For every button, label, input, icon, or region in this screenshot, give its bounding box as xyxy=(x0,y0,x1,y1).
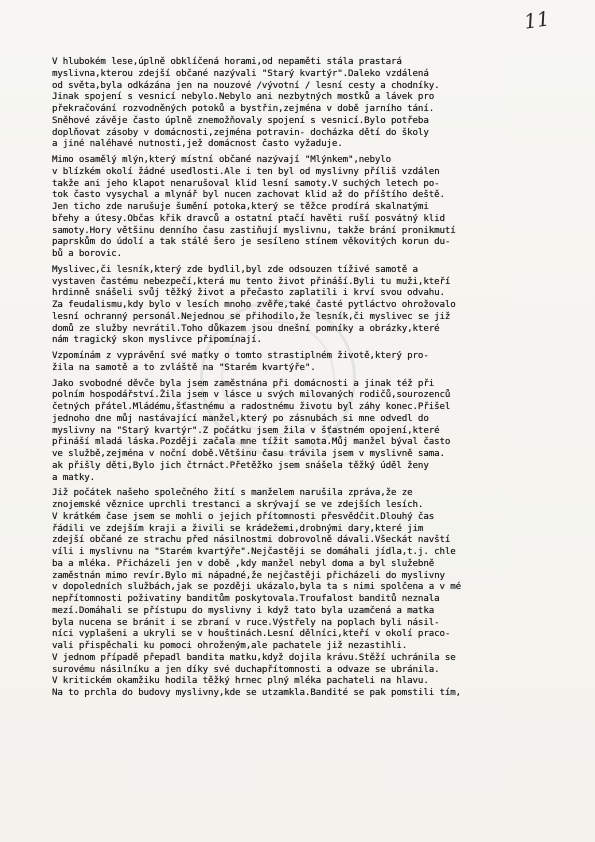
text-line: v blízkém okolí žádné usedlosti.Ale i ten byl od myslivny příliš vzdálen xyxy=(52,165,440,177)
text-line: od světa,byla odkázána jen na nouzové /vývotní / lesní cesty a chodníky. xyxy=(52,79,440,91)
text-line: Za feudalismu,kdy bylo v lesích mnoho zvěře,také časté pytláctvo ohrožovalo xyxy=(52,299,456,310)
text-line: domů ze služby nevrátil.Toho důkazem jsou dnešní pomníky a obrázky,které xyxy=(52,322,440,334)
text-line: ak přišly děti,Bylo jich čtrnáct.Přetěžko jsem snášela těžký úděl ženy xyxy=(52,459,429,471)
text-line: tok často vysychal a mlynář byl nucen zachovat klid až do příštího deště. xyxy=(52,189,445,201)
text-line: v dopoledních službách,jak se později ukázalo,byla ta s nimi spolčena a v mé xyxy=(52,581,461,593)
text-line: Jinak spojení s vesnicí nebylo.Nebylo ani nezbytných mostků a lávek pro xyxy=(52,91,435,103)
text-line: surovému násilníku a jen díky své duchapřítomnosti a odvaze se ubránila. xyxy=(52,663,440,675)
text-line: četných přátel.Mládému,šťastnému a radostnému životu byl záhy konec.Přišel xyxy=(52,401,451,412)
text-line: vystaven častému nebezpečí,která mu tento život přináší.Byli tu muži,kteří xyxy=(52,275,451,287)
text-line: přináší mladá láska.Později začala mne tížit samota.Můj manžel býval často xyxy=(52,436,451,448)
page-number: 11 xyxy=(522,6,551,34)
text-line: níci vyplašeni a ukryli se v houštinách.Lesní dělníci,kteří v okolí praco- xyxy=(52,628,451,640)
text-line: polním hospodářství.Žila jsem v lásce u svých milovaných rodičů,sourozenců xyxy=(52,389,451,401)
paragraph xyxy=(52,264,584,346)
text-line: překračování rozvodněných potoků a bystřin,zejména v době jarního tání. xyxy=(52,103,435,114)
text-line: Vzpomínám z vyprávění své matky o tomto strastiplném životě,který pro- xyxy=(52,350,429,361)
text-line: Již počátek našeho společného žití s manželem narušila zpráva,že ze xyxy=(52,487,413,499)
text-line: myslivna,kterou zdejší občané nazývali "Starý kvartýr".Daleko vzdálená xyxy=(52,67,429,79)
text-line: břehy a útesy.Občas křik dravců a ostatní ptačí havěti ruší posvátný klid xyxy=(52,212,445,224)
text-line: Na to prchla do budovy myslivny,kde se utzamkla.Bandité se pak pomstili tím, xyxy=(52,687,461,698)
text-line: zaměstnán mimo revír.Bylo mi nápadné,že nejčastěji přicházeli do myslivny xyxy=(52,569,445,581)
text-line: V hlubokém lese,úplně obklíčená horami,od nepaměti stála prastará xyxy=(52,56,402,67)
text-line: Jen ticho zde narušuje šumění potoka,který se těžce prodírá skalnatými xyxy=(52,201,429,212)
text-line: myslivny na "Starý kvartýr".Z počátku jsem žila v šťastném opojení,které xyxy=(52,424,440,436)
text-line: takže ani jeho klapot nenarušoval klid lesní samoty.V suchých letech po- xyxy=(52,177,440,189)
text-line: hrdinně snášeli svůj těžký život a přečasto zaplatili i krví svou odvahu. xyxy=(52,287,445,299)
text-line: samoty.Hory většinu denního času zastiňují myslivnu, takže brání pronikmutí xyxy=(52,224,456,236)
paragraph xyxy=(52,378,584,484)
text-line: jednoho dne můj nastávající manžel,který po zásnubách si mne odvedl do xyxy=(52,412,429,424)
text-line: vali přispěchali ku pomoci ohroženým,ale pachatele již nezastihli. xyxy=(52,640,408,651)
text-line: znojemské věznice uprchli trestanci a skrývají se ve zdejších lesích. xyxy=(52,499,424,510)
typewritten-text xyxy=(52,56,584,699)
text-line: ba a mléka. Přicházeli jen v době ,kdy manžel nebyl doma a byl služebně xyxy=(52,557,435,569)
paragraph xyxy=(52,487,584,699)
text-line: paprskům do údolí a tak stálé šero je sesíleno stínem věkovitých korun du- xyxy=(52,236,451,248)
text-line: Sněhové závěje často úplně znemožňovaly spojení s vesnicí.Bylo potřeba xyxy=(52,114,429,126)
paragraph xyxy=(52,350,584,374)
text-line: lesní ochranný personál.Nejednou se přihodilo,že lesník,či myslivec se již xyxy=(52,310,451,322)
text-line: nepřítomnosti poživatiny banditům poskytovala.Troufalost banditů neznala xyxy=(52,593,440,604)
text-line: Jako svobodné děvče byla jsem zaměstnána při domácnosti a jinak též při xyxy=(52,377,435,389)
text-line: a jiné naléhavé nutnosti,jež domácnost často vyžaduje. xyxy=(52,138,343,150)
text-line: řádili ve zdejším kraji a živili se krádežemi,drobnými dary,které jim xyxy=(52,522,424,534)
text-line: zdejší občané ze strachu před násilnostmi dobrovolně dávali.Všeckát navští xyxy=(52,534,451,546)
text-line: Myslivec,či lesník,který zde bydlil,byl zde odsouzen tíživé samotě a xyxy=(52,263,418,275)
text-line: Mimo osamělý mlýn,který místní občané nazývají "Mlýnkem",nebylo xyxy=(52,154,392,165)
paragraph xyxy=(52,56,584,150)
text-line: doplňovat zásoby v domácnosti,zejména potravin- docházka dětí do školy xyxy=(52,126,429,138)
text-line: mezí.Domáhali se přístupu do myslivny i když tato byla uzamčená a matka xyxy=(52,604,435,616)
text-line: byla nucena se bránit i se zbraní v ruce.Výstřely na poplach byli násil- xyxy=(52,616,440,628)
text-line: V krátkém čase jsem se mohli o jejich přítomnosti přesvědčit.Dlouhý čas xyxy=(52,510,435,522)
text-line: V kritickém okamžiku hodila těžký hrnec plný mléka pachateli na hlavu. xyxy=(52,675,429,687)
text-line: nám tragický skon myslivce připomínají. xyxy=(52,334,262,346)
text-line: bů a borovic. xyxy=(52,248,122,259)
text-line: V jednom případě přepadl bandita matku,když dojila krávu.Stěží uchránila se xyxy=(52,651,456,663)
text-line: ve službě,zejména v noční době.Většinu času trávila jsem v myslivně sama. xyxy=(52,448,445,459)
paragraph xyxy=(52,154,584,260)
text-line: víli i myslivnu na "Starém kvartýře".Nejčastěji se domáhali jídla,t.j. chle xyxy=(52,546,456,557)
text-line: a matky. xyxy=(52,471,96,483)
text-line: žila na samotě a to zvláště na "Starém kvartýře". xyxy=(52,361,316,373)
